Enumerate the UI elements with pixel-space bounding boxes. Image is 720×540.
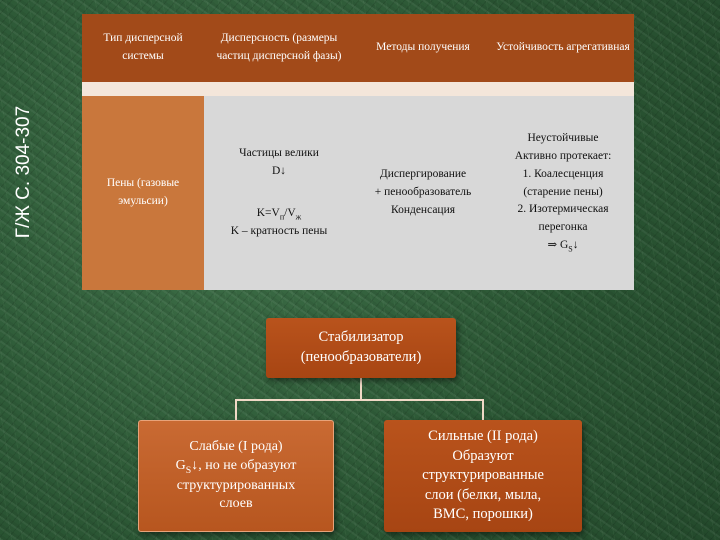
- foam-properties-table: [82, 14, 634, 290]
- strong-line-2: Образуют: [452, 447, 514, 464]
- stability-line-7: ⇒ $G_S↓$: [547, 239, 579, 254]
- stability-line-1: Неустойчивые: [527, 132, 599, 145]
- methods-line-3: Конденсация: [390, 203, 456, 216]
- cell-methods: [354, 96, 492, 290]
- weak-line-3: структурированных: [176, 477, 296, 493]
- weak-stabilizers-box: [138, 420, 334, 532]
- strong-line-1: Сильные (II рода): [428, 428, 538, 445]
- stabilizer-box: [266, 318, 456, 378]
- stability-line-3: 1. Коалесценция: [522, 167, 604, 180]
- header-dispersity: Дисперсность (размеры частиц дисперсной фазы): [216, 32, 342, 62]
- methods-line-1: Диспергирование: [379, 168, 467, 181]
- connector-right-drop: [482, 399, 484, 421]
- methods-line-2: + пенообразователь: [374, 186, 472, 199]
- dispersity-line-1: Частицы велики: [239, 146, 319, 159]
- connector-stem: [360, 378, 362, 400]
- strong-line-3: структурированные: [422, 467, 544, 484]
- foam-ratio-formula: $K=V_п/V_ж$: [256, 206, 302, 221]
- header-stability: Устойчивость агрегативная: [496, 41, 630, 54]
- cell-dispersity: [204, 96, 354, 290]
- stabilizer-line-1: Стабилизатор: [318, 329, 404, 346]
- header-system-type: Тип дисперсной системы: [103, 32, 183, 62]
- stabilizer-line-2: (пенообразователи): [300, 349, 422, 365]
- header-methods: Методы получения: [376, 41, 470, 54]
- side-reference-label: [4, 74, 44, 270]
- cell-stability: [492, 96, 634, 290]
- stability-line-4: (старение пены): [523, 185, 603, 198]
- table-divider: [82, 82, 634, 96]
- stability-line-6: перегонка: [538, 221, 588, 234]
- strong-line-4: слои (белки, мыла,: [424, 486, 542, 503]
- weak-line-1: Слабые (I рода): [189, 438, 283, 454]
- weak-line-2: $G_S↓$, но не образуют: [175, 457, 297, 476]
- cell-system-type: Пены (газовые эмульсии): [106, 177, 180, 207]
- strong-stabilizers-box: [384, 420, 582, 532]
- dispersity-line-2: D↓: [271, 164, 287, 177]
- connector-horizontal: [235, 399, 484, 401]
- stability-line-5: 2. Изотермическая: [517, 203, 609, 216]
- side-reference-text: Г/Ж С. 304-307: [13, 105, 34, 239]
- stability-line-2: Активно протекает:: [514, 149, 612, 162]
- dispersity-line-4: K – кратность пены: [230, 225, 328, 238]
- weak-line-4: слоев: [219, 496, 253, 512]
- strong-line-5: ВМС, порошки): [433, 506, 533, 523]
- connector-left-drop: [235, 399, 237, 421]
